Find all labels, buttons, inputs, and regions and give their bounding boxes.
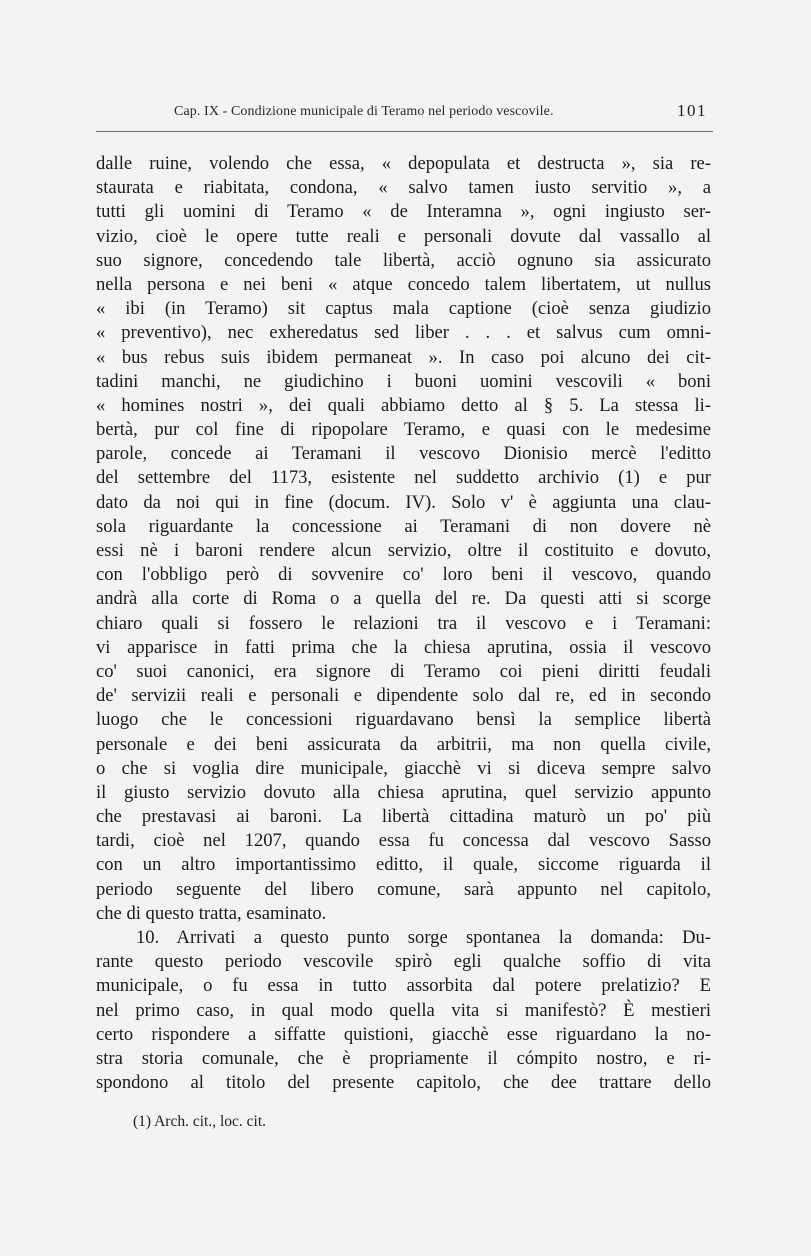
running-title: Cap. IX - Condizione municipale di Teramo nel periodo vescovile. [174,104,554,119]
text-line: dalle ruine, volendo che essa, « depopulata et destructa », sia re- [96,153,711,174]
text-line: co' suoi canonici, era signore di Teramo coi pieni diritti feudali [96,660,711,682]
section-10-start: 10. Arrivati a questo punto sorge spontanea la domanda: Du- [136,927,711,948]
text-line: che prestavasi ai baroni. La libertà cittadina maturò un po' più [96,806,711,828]
text-line: del settembre del 1173, esistente nel suddetto archivio (1) e pur [96,467,711,489]
text-line: andrà alla corte di Roma o a quella del re. Da questi atti si scorge [96,588,711,610]
text-line: parole, concede ai Teramani il vescovo Dionisio mercè l'editto [96,443,711,465]
text-line: chiaro quali si fossero le relazioni tra il vescovo e i Teramani: [96,612,711,634]
text-line: « preventivo), nec exheredatus sed liber . . . et salvus cum omni- [96,322,711,344]
text-line: che di questo tratta, esaminato. [96,902,327,924]
text-line: con un altro importantissimo editto, il quale, siccome riguarda il [96,854,711,876]
text-line: tutti gli uomini di Teramo « de Interamna », ogni ingiusto ser- [96,201,711,223]
text-line: con l'obbligo però di sovvenire co' loro beni il vescovo, quando [96,564,711,586]
text-line: spondono al titolo del presente capitolo, che dee trattare dello [96,1072,711,1094]
text-line: tardi, cioè nel 1207, quando essa fu concessa dal vescovo Sasso [96,830,711,852]
text-line: nella persona e nei beni « atque concedo talem libertatem, ut nullus [96,273,711,295]
text-line: dato da noi qui in fine (docum. IV). Solo v' è aggiunta una clau- [96,491,711,513]
text-line: « ibi (in Teramo) sit captus mala captione (cioè senza giudizio [96,298,711,320]
text-line: bertà, pur col fine di ripopolare Teramo, e quasi con le medesime [96,419,711,441]
text-line: vi apparisce in fatti prima che la chiesa aprutina, ossia il vescovo [96,636,711,658]
text-line: stra storia comunale, che è propriamente il cómpito nostro, e ri- [96,1047,711,1069]
text-line: luogo che le concessioni riguardavano bensì la semplice libertà [96,709,711,731]
text-line: certo rispondere a siffatte quistioni, giacchè esse riguardano la no- [96,1023,711,1045]
running-head [96,101,711,124]
header-rule [96,131,713,132]
text-line: rante questo periodo vescovile spirò egli qualche soffio di vita [96,951,711,973]
page-number: 101 [677,101,707,120]
text-line: municipale, o fu essa in tutto assorbita dal potere prelatizio? E [96,975,711,997]
text-line: sola riguardante la concessione ai Teramani di non dovere nè [96,515,711,537]
text-line: vizio, cioè le opere tutte reali e personali dovute dal vassallo al [96,225,711,247]
text-line: « bus rebus suis ibidem permaneat ». In caso poi alcuno dei cit- [96,346,711,368]
body-text [96,152,711,1095]
text-line: o che si voglia dire municipale, giacchè vi si diceva sempre salvo [96,757,711,779]
text-line: nel primo caso, in qual modo quella vita si manifestò? È mestieri [96,999,711,1021]
text-line: il giusto servizio dovuto alla chiesa aprutina, quel servizio appunto [96,781,711,803]
text-line: tadini manchi, ne giudichino i buoni uomini vescovili « boni [96,370,711,392]
text-line: suo signore, concedendo tale libertà, acciò ognuno sia assicurato [96,249,711,271]
text-line: staurata e riabitata, condona, « salvo tamen iusto servitio », a [96,177,711,199]
footnote: (1) Arch. cit., loc. cit. [133,1113,266,1130]
text-line: personale e dei beni assicurata da arbitrii, ma non quella civile, [96,733,711,755]
text-line: periodo seguente del libero comune, sarà appunto nel capitolo, [96,878,711,900]
text-line: « homines nostri », dei quali abbiamo detto al § 5. La stessa li- [96,394,711,416]
text-line: de' servizii reali e personali e dipendente solo dal re, ed in secondo [96,685,711,707]
text-line: essi nè i baroni rendere alcun servizio, oltre il costituito e dovuto, [96,540,711,561]
